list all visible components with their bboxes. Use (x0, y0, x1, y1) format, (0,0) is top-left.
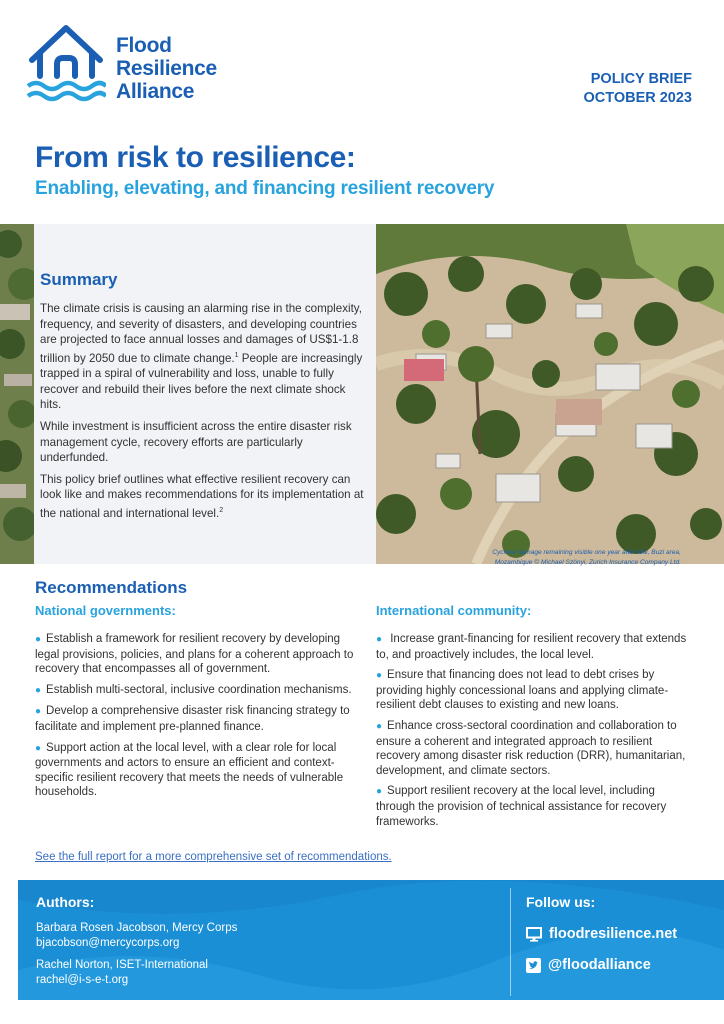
summary-panel (34, 224, 376, 564)
doc-type: POLICY BRIEF (590, 71, 692, 87)
cyclone-damage-photo (376, 224, 724, 564)
national-heading: National governments: (35, 603, 176, 618)
follow-heading: Follow us: (526, 894, 596, 910)
doc-date: OCTOBER 2023 (583, 90, 692, 106)
bullet-icon: ● (376, 786, 383, 798)
bullet-icon: ● (376, 720, 383, 732)
bullet-icon: ● (376, 670, 383, 682)
recommendations-heading: Recommendations (35, 578, 188, 597)
photo-strip-left (0, 224, 34, 564)
author-2-email[interactable]: rachel@i-s-e-t.org (36, 973, 129, 986)
logo-wordmark (116, 34, 217, 103)
list-item: ● Enhance cross-sectoral coordination and collaboration to ensure a coherent and integrated approach to resilient recovery among disaster risk reduction (DRR), humanitarian, development, and climate sectors. (376, 719, 686, 777)
footnote-1[interactable]: 1 (234, 351, 239, 359)
twitter-icon (526, 958, 541, 973)
summary-paragraph-1: The climate crisis is causing an alarming rise in the complexity, frequency, and severity of disasters, and developing countries are projected to face annual losses and damages of US$1-1.8 trillion by 2050 due to climate change.$^1$ People are increasingly trapped in a spiral of vulnerability and loss, unable to fully recover and rebuild their lives before the next climate shock hits. (40, 302, 363, 412)
author-1-email[interactable]: bjacobson@mercycorps.org (36, 936, 180, 949)
list-item: ● Support resilient recovery at the local level, including through the provision of technical assistance for recovery frameworks. (376, 785, 667, 828)
summary-heading: Summary (40, 270, 118, 289)
national-governments-column (35, 603, 355, 806)
photo-caption: Cyclone damage remaining visible one year after Idai, Buzi area, Mozambique © Michael Szönyi, Zurich Insurance Company Ltd. (492, 549, 681, 566)
author-1-name: Barbara Rosen Jacobson, Mercy Corps (36, 922, 238, 934)
international-community-column (376, 603, 696, 835)
website-text[interactable]: floodresilience.net (549, 926, 678, 942)
list-item: ● Ensure that financing does not lead to debt crises by providing highly concessional loans and applying climate-resilient debt clauses to existing and new loans. (376, 669, 669, 712)
bullet-icon: ● (35, 706, 42, 718)
brief-label (583, 70, 692, 108)
list-item: ● Establish a framework for resilient recovery by developing legal provisions, policies, and plans for a coherent approach to recovery that encompasses all of government. (35, 633, 354, 676)
hero-section (0, 224, 724, 572)
national-list (35, 632, 355, 800)
list-item: ● Establish multi-sectoral, inclusive coordination mechanisms. (35, 683, 352, 696)
bullet-icon: ● (376, 634, 383, 645)
full-report-link[interactable]: See the full report for a more comprehensive set of recommendations. (35, 851, 392, 863)
footnote-2[interactable]: 2 (219, 506, 224, 514)
footer-divider (510, 888, 511, 996)
page-title: From risk to resilience: (35, 141, 356, 174)
authors-heading: Authors: (36, 894, 95, 910)
twitter-handle[interactable]: @floodalliance (548, 957, 651, 973)
summary-paragraph-2: While investment is insufficient across the entire disaster risk management cycle, recovery efforts are particularly underfunded. (40, 420, 352, 465)
monitor-icon (526, 927, 542, 942)
bullet-icon: ● (35, 742, 42, 754)
list-item: ● Develop a comprehensive disaster risk financing strategy to facilitate and implement pre-planned finance. (35, 705, 350, 733)
author-2-name: Rachel Norton, ISET-International (36, 959, 208, 972)
twitter-link[interactable] (526, 957, 677, 973)
international-list (376, 632, 696, 829)
flood-resilience-alliance-logo (26, 22, 226, 112)
page-subtitle: Enabling, elevating, and financing resilient recovery (35, 178, 495, 199)
logo-line-1: Flood (116, 34, 172, 57)
international-heading: International community: (376, 603, 532, 618)
bullet-icon: ● (35, 634, 42, 645)
bullet-icon: ● (35, 684, 42, 696)
list-item: ● Support action at the local level, with a clear role for local governments and actors to ensure an efficient and context-specific resilient recovery that meets the needs of vulnerable households. (35, 741, 344, 799)
website-link[interactable] (526, 926, 677, 942)
follow-us-block (526, 894, 677, 988)
house-waves-icon (26, 22, 106, 110)
footer-banner (18, 880, 724, 1000)
authors-block (36, 894, 237, 987)
logo-line-3: Alliance (116, 80, 195, 103)
list-item: ● Increase grant-financing for resilient recovery that extends to, and proactively includes, the local level. (376, 633, 687, 661)
logo-line-2: Resilience (116, 57, 217, 80)
summary-paragraph-3: This policy brief outlines what effective resilient recovery can look like and makes recommendations for its implementation at the national and international level.$^2$ (40, 472, 364, 520)
